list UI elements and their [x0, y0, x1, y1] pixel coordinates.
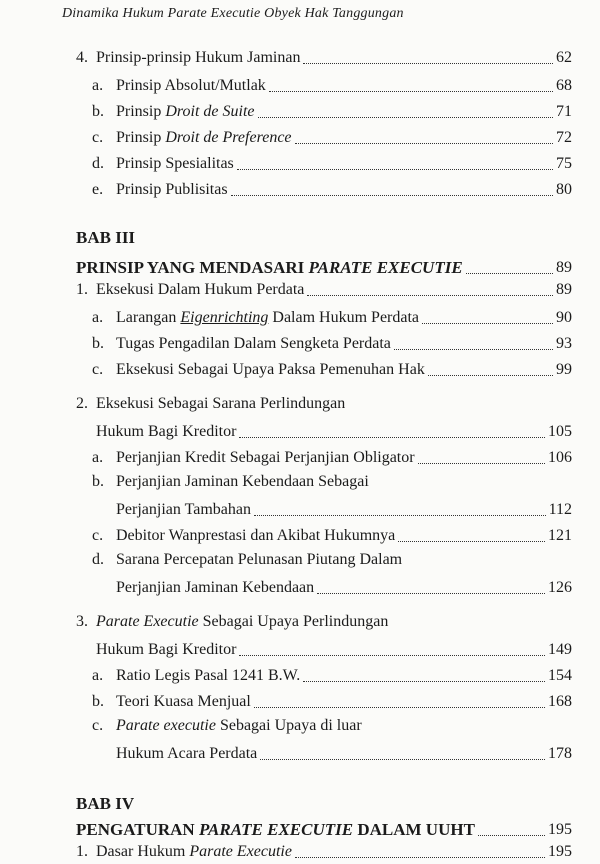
toc-label: Prinsip Droit de Suite [116, 103, 255, 120]
toc-page-number: 75 [556, 155, 572, 172]
toc-number: d. [92, 551, 104, 568]
toc-number: a. [92, 77, 104, 94]
toc-page-number: 154 [548, 667, 572, 684]
toc-number: b. [92, 693, 104, 710]
toc-label: Prinsip Spesialitas [116, 155, 234, 172]
dot-leader [295, 857, 545, 858]
dot-leader [428, 375, 553, 376]
toc-page-number: 149 [548, 641, 572, 658]
toc-page-number: 71 [556, 103, 572, 120]
toc-number: a. [92, 667, 104, 684]
dot-leader [258, 117, 553, 118]
toc-label: Eksekusi Dalam Hukum Perdata [96, 281, 305, 298]
toc-entry[interactable] [92, 332, 572, 354]
toc-number: a. [92, 449, 104, 466]
toc-page-number: 106 [548, 449, 572, 466]
dot-leader [254, 515, 546, 516]
toc-entry[interactable] [116, 576, 572, 598]
toc-label: Prinsip Publisitas [116, 181, 228, 198]
toc-number: a. [92, 309, 104, 326]
toc-entry[interactable] [92, 306, 572, 328]
dot-leader [466, 273, 553, 274]
toc-label: Perjanjian Kredit Sebagai Perjanjian Obligator [116, 449, 415, 466]
dot-leader [422, 323, 553, 324]
toc-label: Larangan Eigenrichting Dalam Hukum Perdata [116, 309, 420, 326]
dot-leader [398, 541, 545, 542]
toc-page-number: 80 [556, 181, 572, 198]
toc-page-number: 99 [556, 361, 572, 378]
toc-number: d. [92, 155, 104, 172]
dot-leader [269, 91, 553, 92]
chapter-heading: BAB III [76, 228, 136, 247]
toc-page-number: 105 [548, 423, 572, 440]
dot-leader [303, 63, 553, 64]
toc-page-number: 121 [548, 527, 572, 544]
toc-label: Dasar Hukum Parate Executie [96, 843, 292, 860]
chapter-title: PENGATURAN PARATE EXECUTIE DALAM UUHT [76, 820, 475, 839]
toc-entry[interactable] [92, 524, 572, 546]
toc-number: c. [92, 129, 104, 146]
toc-page-number: 178 [548, 745, 572, 762]
toc-page-number: 93 [556, 335, 572, 352]
dot-leader [394, 349, 553, 350]
toc-page-number: 126 [548, 579, 572, 596]
toc-page-number: 195 [548, 821, 572, 838]
toc-number: c. [92, 361, 104, 378]
chapter-title-entry[interactable] [76, 254, 572, 278]
toc-entry[interactable] [76, 46, 572, 68]
toc-entry[interactable] [76, 278, 572, 300]
toc-number: e. [92, 181, 104, 198]
toc-entry[interactable] [92, 690, 572, 712]
dot-leader [239, 655, 545, 656]
dot-leader [295, 143, 553, 144]
toc-label: Teori Kuasa Menjual [116, 693, 251, 710]
chapter-heading: BAB IV [76, 794, 135, 813]
dot-leader [260, 759, 545, 760]
toc-label: Tugas Pengadilan Dalam Sengketa Perdata [116, 335, 391, 352]
dot-leader [317, 593, 545, 594]
toc-number: 1. [76, 843, 88, 860]
toc-number: c. [92, 717, 104, 734]
toc-page-number: 195 [548, 843, 572, 860]
toc-entry-line1[interactable] [76, 612, 388, 634]
toc-entry[interactable] [76, 840, 572, 862]
toc-number: c. [92, 527, 104, 544]
toc-label: Prinsip-prinsip Hukum Jaminan [96, 49, 301, 66]
dot-leader [478, 835, 545, 836]
chapter-title-entry[interactable] [76, 816, 572, 840]
dot-leader [239, 437, 545, 438]
toc-entry[interactable] [92, 74, 572, 96]
toc-number: 2. [76, 395, 88, 412]
toc-label: Sarana Percepatan Pelunasan Piutang Dalam [116, 551, 403, 568]
toc-number: b. [92, 473, 104, 490]
toc-label: Debitor Wanprestasi dan Akibat Hukumnya [116, 527, 396, 544]
toc-page-number: 168 [548, 693, 572, 710]
toc-page-number: 89 [556, 281, 572, 298]
toc-entry[interactable] [92, 358, 572, 380]
dot-leader [307, 295, 553, 296]
toc-entry[interactable] [92, 100, 572, 122]
dot-leader [418, 463, 545, 464]
toc-label: Eksekusi Sebagai Sarana Perlindungan [96, 395, 346, 412]
dot-leader [303, 681, 545, 682]
toc-number: b. [92, 335, 104, 352]
toc-page-number: 90 [556, 309, 572, 326]
toc-label: Perjanjian Tambahan [116, 501, 251, 518]
toc-page-number: 112 [548, 501, 572, 518]
toc-page-number: 72 [556, 129, 572, 146]
toc-page-number: 62 [556, 49, 572, 66]
toc-entry[interactable] [116, 498, 572, 520]
dot-leader [254, 707, 545, 708]
toc-label: Ratio Legis Pasal 1241 B.W. [116, 667, 301, 684]
toc-label: Eksekusi Sebagai Upaya Paksa Pemenuhan Hak [116, 361, 425, 378]
toc-number: b. [92, 103, 104, 120]
toc-entry-line1[interactable] [92, 472, 369, 494]
toc-entry[interactable] [92, 178, 572, 200]
toc-entry[interactable] [92, 126, 572, 148]
toc-entry[interactable] [116, 742, 572, 764]
toc-label: Hukum Acara Perdata [116, 745, 258, 762]
toc-entry[interactable] [92, 152, 572, 174]
toc-entry[interactable] [96, 420, 572, 442]
toc-entry-line1[interactable] [92, 550, 402, 572]
toc-label: Prinsip Absolut/Mutlak [116, 77, 266, 94]
dot-leader [231, 195, 553, 196]
toc-label: Sebagai Upaya Perlindungan [198, 613, 389, 630]
toc-entry-line1[interactable] [92, 716, 362, 738]
toc-label: Prinsip Droit de Preference [116, 129, 292, 146]
toc-label: Hukum Bagi Kreditor [96, 423, 237, 440]
toc-label-italic: Parate Executie [96, 613, 199, 630]
chapter-title: PRINSIP YANG MENDASARI PARATE EXECUTIE [76, 258, 463, 277]
toc-label-italic: Parate executie [116, 717, 216, 734]
toc-number: 3. [76, 613, 88, 630]
toc-label: Sebagai Upaya di luar [215, 717, 362, 734]
toc-label: Perjanjian Jaminan Kebendaan Sebagai [116, 473, 369, 490]
toc-number: 1. [76, 281, 88, 298]
toc-label: Hukum Bagi Kreditor [96, 641, 237, 658]
running-header: Dinamika Hukum Parate Executie Obyek Hak Tanggungan [62, 6, 404, 21]
toc-page-number: 68 [556, 77, 572, 94]
toc-entry[interactable] [96, 638, 572, 660]
toc-label: Perjanjian Jaminan Kebendaan [116, 579, 315, 596]
toc-entry-line1[interactable] [76, 394, 345, 416]
toc-number: 4. [76, 49, 88, 66]
toc-entry[interactable] [92, 446, 572, 468]
toc-entry[interactable] [92, 664, 572, 686]
toc-page-number: 89 [556, 259, 572, 276]
dot-leader [237, 169, 553, 170]
